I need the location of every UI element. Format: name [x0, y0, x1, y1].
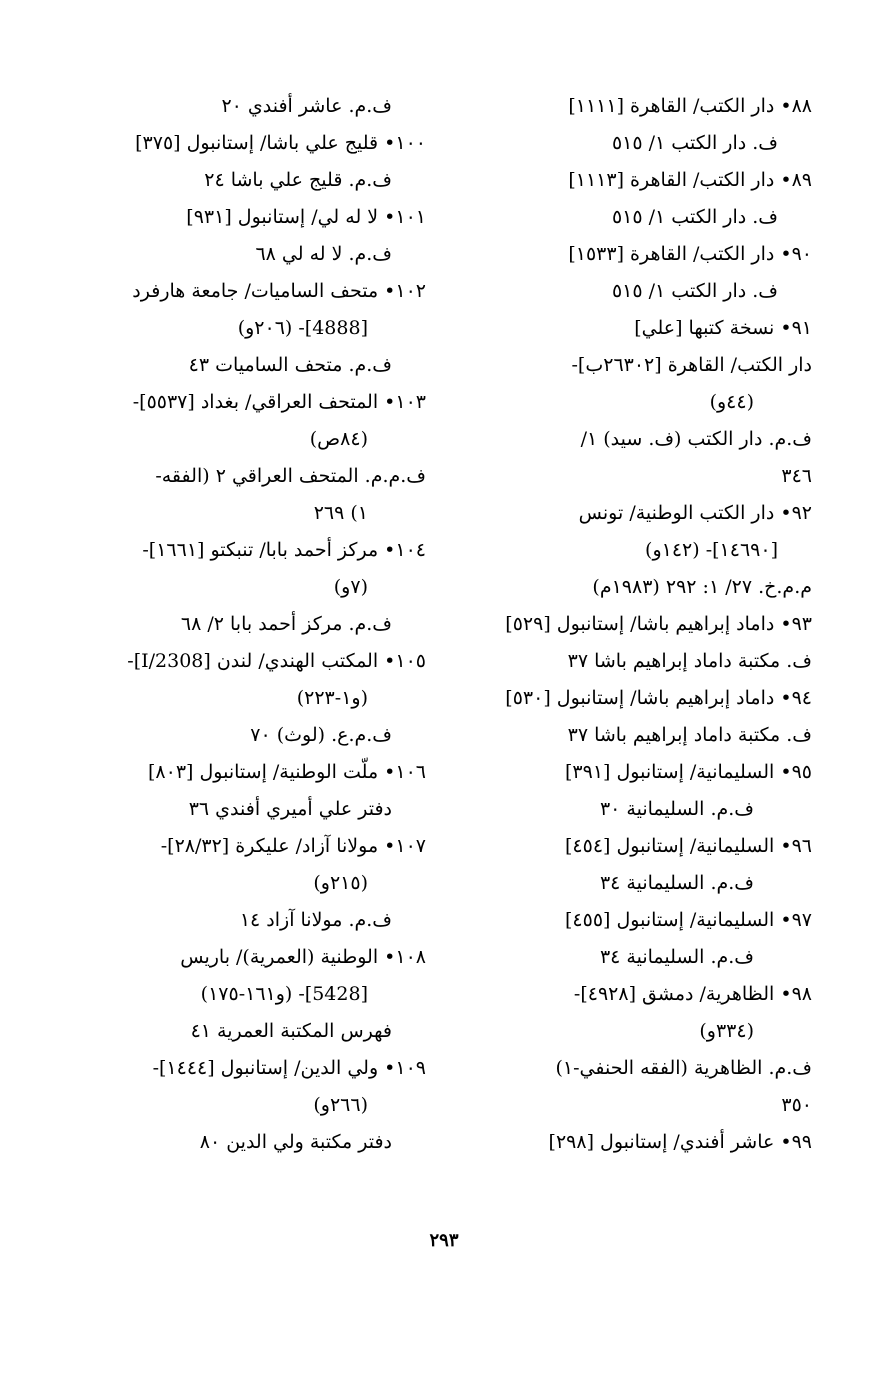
entry-detail: ف.م. متحف الساميات ٤٣: [188, 354, 392, 376]
manuscript-entry: ٨٨• دار الكتب/ القاهرة [١١١١]: [568, 95, 812, 117]
left-column: [96, 88, 426, 1161]
entry-detail: ف.م.ع. (لوث) ٧٠: [250, 724, 392, 746]
manuscript-entry: ٩٨• الظاهرية/ دمشق [٤٩٢٨]-: [573, 983, 812, 1005]
entry-detail: دفتر علي أميري أفندي ٣٦: [188, 798, 392, 820]
manuscript-entry: ٩٤• داماد إبراهيم باشا/ إستانبول [٥٣٠]: [505, 687, 812, 709]
entry-detail: ف.م.م. المتحف العراقي ٢ (الفقه-: [155, 465, 426, 487]
entry-detail: ف.م. السليمانية ٣٠: [599, 798, 754, 820]
manuscript-entry: ٩٦• السليمانية/ إستانبول [٤٥٤]: [565, 835, 812, 857]
manuscript-entry: ١٠٦• ملّت الوطنية/ إستانبول [٨٠٣]: [148, 761, 426, 783]
entry-detail: ف. مكتبة داماد إبراهيم باشا ٣٧: [567, 650, 812, 672]
page-number: ٢٩٣: [429, 1230, 459, 1251]
entry-detail: ف. مكتبة داماد إبراهيم باشا ٣٧: [567, 724, 812, 746]
entry-detail: ف.م. الظاهرية (الفقه الحنفي-١): [555, 1057, 812, 1079]
entry-detail: ف.م. السليمانية ٣٤: [599, 872, 754, 894]
entry-detail: ف.م. مولانا آزاد ١٤: [239, 909, 392, 931]
manuscript-entry: ١٠٤• مركز أحمد بابا/ تنبكتو [١٦٦١]-: [142, 539, 426, 561]
entry-detail: (٢١٥و): [313, 872, 368, 894]
entry-detail: [5428]- (و١٦١-١٧٥): [200, 983, 368, 1005]
entry-detail: ٣٥٠: [781, 1094, 812, 1116]
entry-detail: ف. دار الكتب ١/ ٥١٥: [611, 132, 778, 154]
manuscript-entry: ٩٩• عاشر أفندي/ إستانبول [٢٩٨]: [548, 1131, 812, 1153]
manuscript-entry: ٩٢• دار الكتب الوطنية/ تونس: [578, 502, 812, 524]
entry-detail: ف. دار الكتب ١/ ٥١٥: [611, 280, 778, 302]
manuscript-entry: ١٠١• لا له لي/ إستانبول [٩٣١]: [186, 206, 426, 228]
manuscript-entry: ٨٩• دار الكتب/ القاهرة [١١١٣]: [568, 169, 812, 191]
entry-detail: ف.م. لا له لي ٦٨: [255, 243, 392, 265]
entry-detail: ١) ٢٦٩: [313, 502, 368, 524]
entry-detail: ف.م. مركز أحمد بابا ٢/ ٦٨: [180, 613, 392, 635]
manuscript-entry: ٩٥• السليمانية/ إستانبول [٣٩١]: [565, 761, 812, 783]
entry-detail: ف.م. السليمانية ٣٤: [599, 946, 754, 968]
entry-detail: م.م.خ. ٢٧/ ١: ٢٩٢ (١٩٨٣م): [592, 576, 812, 598]
entry-detail: (٣٣٤و): [699, 1020, 754, 1042]
entry-detail: ف.م. عاشر أفندي ٢٠: [221, 95, 392, 117]
entry-detail: (٤٤و): [709, 391, 754, 413]
manuscript-entry: ١٠٩• ولي الدين/ إستانبول [١٤٤٤]-: [152, 1057, 426, 1079]
manuscript-entry: ١٠٨• الوطنية (العمرية)/ باريس: [180, 946, 426, 968]
entry-detail: ٣٤٦: [781, 465, 812, 487]
manuscript-entry: ١٠٧• مولانا آزاد/ عليكرة [٢٨/٣٢]-: [160, 835, 426, 857]
entry-detail: ف. دار الكتب ١/ ٥١٥: [611, 206, 778, 228]
manuscript-entry: ٩٣• داماد إبراهيم باشا/ إستانبول [٥٢٩]: [505, 613, 812, 635]
manuscript-entry: ٩٧• السليمانية/ إستانبول [٤٥٥]: [565, 909, 812, 931]
entry-detail: [١٤٦٩٠]- (١٤٢و): [645, 539, 778, 561]
entry-detail: (٧و): [333, 576, 368, 598]
entry-detail: (٨٤ص): [309, 428, 368, 450]
manuscript-entry: ١٠٥• المكتب الهندي/ لندن [2308/I]-: [127, 650, 426, 672]
entry-detail: دفتر مكتبة ولي الدين ٨٠: [199, 1131, 392, 1153]
manuscript-entry: ١٠٢• متحف الساميات/ جامعة هارفرد: [132, 280, 426, 302]
right-column: [466, 88, 812, 1161]
manuscript-entry: ٩١• نسخة كتبها [علي]: [634, 317, 812, 339]
entry-detail: ف.م. دار الكتب (ف. سيد) ١/: [580, 428, 812, 450]
entry-detail: (٢٦٦و): [313, 1094, 368, 1116]
manuscript-entry: ٩٠• دار الكتب/ القاهرة [١٥٣٣]: [568, 243, 812, 265]
entry-detail: فهرس المكتبة العمرية ٤١: [190, 1020, 392, 1042]
manuscript-entry: ١٠٣• المتحف العراقي/ بغداد [٥٥٣٧]-: [132, 391, 426, 413]
entry-detail: (و١-٢٢٣): [296, 687, 368, 709]
entry-detail: [4888]- (٢٠٦و): [237, 317, 368, 339]
manuscript-entry: ١٠٠• قليج علي باشا/ إستانبول [٣٧٥]: [135, 132, 426, 154]
entry-detail: دار الكتب/ القاهرة [٢٦٣٠٢ب]-: [571, 354, 812, 376]
entry-detail: ف.م. قليج علي باشا ٢٤: [204, 169, 392, 191]
